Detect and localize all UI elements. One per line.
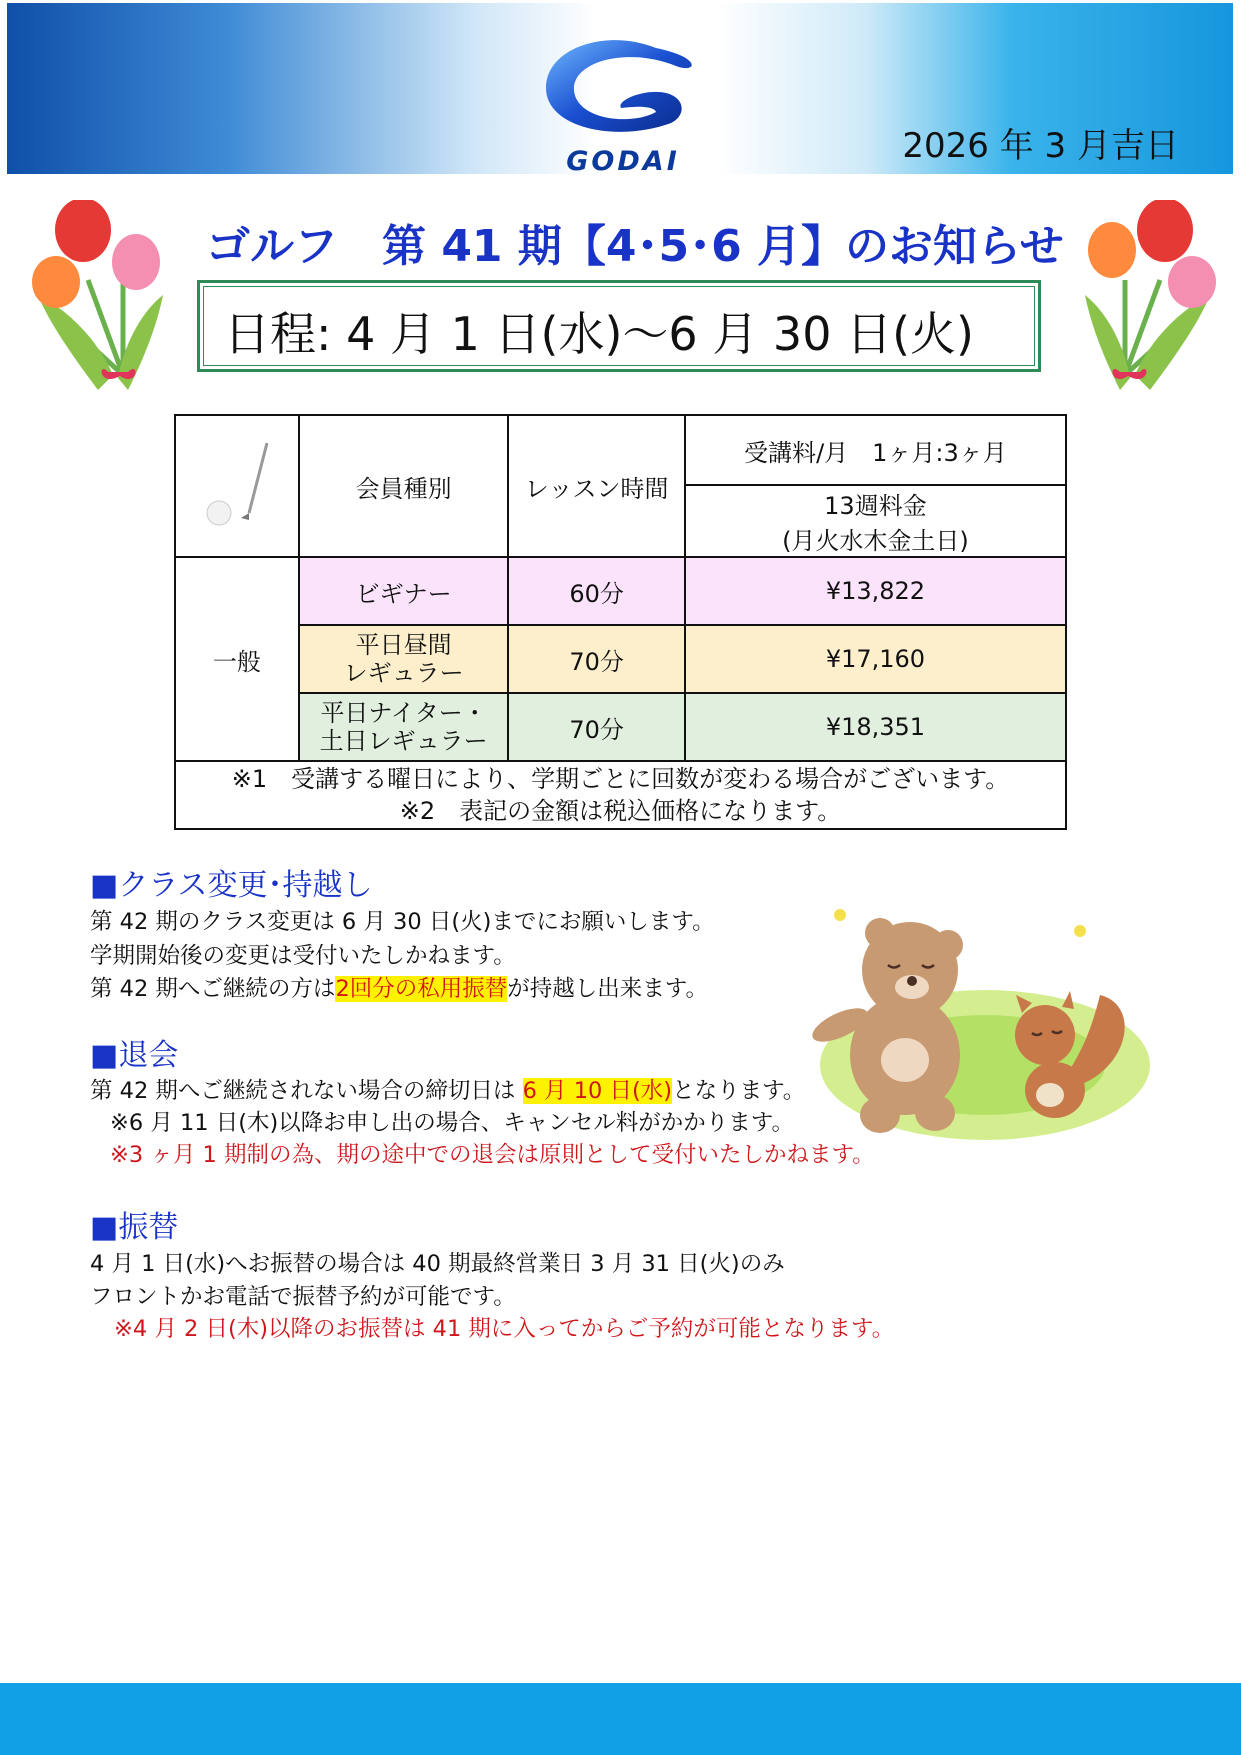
member-group: 一般 xyxy=(175,557,299,761)
section-transfer-title: ■振替 xyxy=(90,1210,179,1245)
transfer-line2: フロントかお電話で振替予約が可能です。 xyxy=(90,1284,516,1310)
transfer-line3: ※4 月 2 日(木)以降のお振替は 41 期に入ってからご予約が可能となります。 xyxy=(114,1316,895,1342)
col-fee: 受講料/月 1ヶ月:3ヶ月 xyxy=(685,415,1066,485)
transfer-line1: 4 月 1 日(水)へお振替の場合は 40 期最終営業日 3 月 31 日(火)のみ xyxy=(90,1251,785,1277)
row-fee: ¥18,351 xyxy=(685,693,1066,761)
row-time: 60分 xyxy=(508,557,685,625)
carryover-text-a: 第 42 期へご継続の方は xyxy=(90,976,336,1002)
row-fee: ¥17,160 xyxy=(685,625,1066,693)
note-1: ※1 受講する曜日により、学期ごとに回数が変わる場合がございます。 xyxy=(231,765,1010,793)
class-change-line1: 第 42 期のクラス変更は 6 月 30 日(火)までにお願いします。 xyxy=(90,909,715,935)
schedule-box xyxy=(197,280,1041,372)
row-type xyxy=(299,693,508,761)
logo-text: GODAI xyxy=(566,146,680,177)
col-lesson-time: レッスン時間 xyxy=(508,415,685,557)
bear-squirrel-illustration-icon xyxy=(800,895,1150,1145)
fee-sub-line1: 13週料金 xyxy=(824,492,927,520)
row-type-line2: レギュラー xyxy=(343,659,464,687)
class-change-line3 xyxy=(90,971,708,1003)
col-member-type: 会員種別 xyxy=(299,415,508,557)
section-withdrawal-title: ■退会 xyxy=(90,1038,179,1073)
deadline-highlight: 6 月 10 日(水) xyxy=(522,1078,673,1104)
row-time: 70分 xyxy=(508,625,685,693)
row-type-line1: 平日昼間 xyxy=(355,631,452,659)
withdrawal-line2: ※6 月 11 日(木)以降お申し出の場合、キャンセル料がかかります。 xyxy=(110,1110,795,1136)
row-time: 70分 xyxy=(508,693,685,761)
carryover-highlight: 2回分の私用振替 xyxy=(335,976,508,1002)
golf-club-cell xyxy=(175,415,299,557)
tulip-bouquet-left-icon xyxy=(28,200,168,395)
page-title: ゴルフ 第 41 期【4･5･6 月】のお知らせ xyxy=(206,221,1064,272)
col-fee-sub xyxy=(685,485,1066,557)
fee-sub-line2: (月火水木金土日) xyxy=(782,527,969,555)
note-2: ※2 表記の金額は税込価格になります。 xyxy=(399,797,842,825)
section-class-change-title: ■クラス変更･持越し xyxy=(90,868,373,903)
row-fee: ¥13,822 xyxy=(685,557,1066,625)
row-type xyxy=(299,625,508,693)
footer-bar xyxy=(0,1683,1241,1755)
row-type-line2: 土日レギュラー xyxy=(319,727,488,755)
fee-table xyxy=(174,414,1067,830)
row-type-line1: 平日ナイター・ xyxy=(320,699,487,727)
withdrawal-line1 xyxy=(90,1073,805,1105)
class-change-line2: 学期開始後の変更は受付いたしかねます。 xyxy=(90,943,516,969)
deadline-text-c: となります。 xyxy=(672,1078,806,1104)
golf-club-icon xyxy=(197,438,277,528)
tulip-bouquet-right-icon xyxy=(1080,200,1220,395)
issue-date: 2026 年 3 月吉日 xyxy=(902,126,1179,166)
deadline-text-a: 第 42 期へご継続されない場合の締切日は xyxy=(90,1078,523,1104)
row-type: ビギナー xyxy=(299,557,508,625)
withdrawal-line3: ※3 ヶ月 1 期制の為、期の途中での退会は原則として受付いたしかねます。 xyxy=(110,1142,875,1168)
table-notes xyxy=(175,761,1066,829)
carryover-text-c: が持越し出来ます。 xyxy=(507,976,708,1002)
schedule-text: 日程: 4 月 1 日(水)～6 月 30 日(火) xyxy=(224,307,974,361)
